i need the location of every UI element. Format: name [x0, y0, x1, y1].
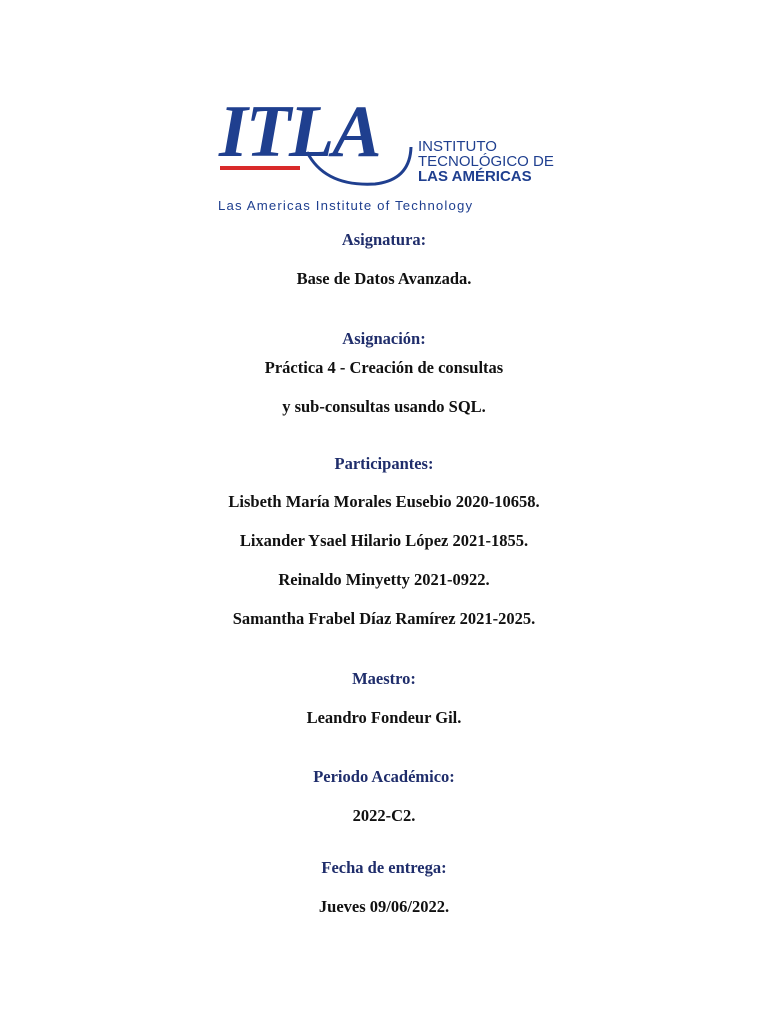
periodo-value: 2022-C2. — [352, 806, 416, 825]
maestro-value: Leandro Fondeur Gil. — [306, 708, 462, 727]
asignatura-value: Base de Datos Avanzada. — [296, 269, 472, 288]
itla-logo-graphic — [215, 92, 565, 217]
asignacion-line-1: Práctica 4 - Creación de consultas — [264, 358, 504, 377]
itla-logo — [215, 92, 565, 217]
participante-item: Lisbeth María Morales Eusebio 2020-10658. — [228, 492, 540, 511]
participantes-label: Participantes: — [334, 454, 434, 473]
logo-wordmark: ITLA — [219, 92, 380, 173]
participante-item: Reinaldo Minyetty 2021-0922. — [278, 570, 490, 589]
asignacion-line-2: y sub-consultas usando SQL. — [282, 397, 486, 416]
logo-tagline: Las Americas Institute of Technology — [218, 198, 474, 213]
fecha-label: Fecha de entrega: — [321, 858, 447, 877]
fecha-value: Jueves 09/06/2022. — [318, 897, 450, 916]
asignacion-label: Asignación: — [342, 329, 426, 348]
participante-item: Samantha Frabel Díaz Ramírez 2021-2025. — [232, 609, 536, 628]
logo-line-tecnologico: TECNOLÓGICO DE — [418, 153, 554, 170]
participante-item: Lixander Ysael Hilario López 2021-1855. — [239, 531, 529, 550]
logo-line-americas: LAS AMÉRICAS — [418, 168, 532, 185]
maestro-label: Maestro: — [352, 669, 416, 688]
periodo-label: Periodo Académico: — [313, 767, 455, 786]
asignatura-label: Asignatura: — [341, 230, 427, 249]
logo-line-instituto: INSTITUTO — [418, 138, 497, 155]
